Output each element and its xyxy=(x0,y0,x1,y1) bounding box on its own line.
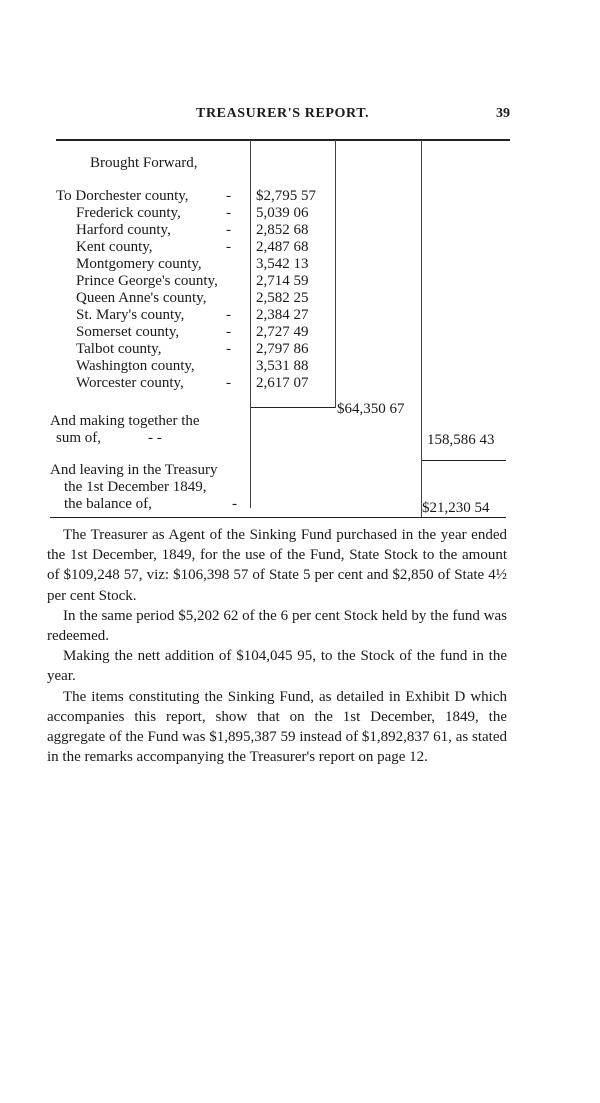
leaving-leader: - xyxy=(232,496,237,512)
page-number: 39 xyxy=(496,106,510,121)
column-divider-2 xyxy=(335,140,336,408)
county-amount: 2,617 07 xyxy=(256,375,309,391)
county-label: Talbot county, xyxy=(76,341,162,357)
county-amount: $2,795 57 xyxy=(256,188,316,204)
together-label-line1: And making together the xyxy=(50,413,200,429)
page-title: TREASURER'S REPORT. xyxy=(196,106,370,121)
leader-dash: - xyxy=(226,205,231,221)
county-label: Washington county, xyxy=(76,358,195,374)
report-text xyxy=(47,525,507,767)
leaving-label-line2: the 1st December 1849, xyxy=(64,479,207,495)
county-label: Montgomery county, xyxy=(76,256,202,272)
leader-dash: - xyxy=(226,239,231,255)
together-leader: - - xyxy=(148,430,162,446)
county-label: Kent county, xyxy=(76,239,153,255)
county-amount: 2,384 27 xyxy=(256,307,309,323)
county-amount: 2,727 49 xyxy=(256,324,309,340)
leader-dash: - xyxy=(226,375,231,391)
county-amount: 2,797 86 xyxy=(256,341,309,357)
paragraph-sinking-fund-purchase: The Treasurer as Agent of the Sinking Fund purchased in the year ended the 1st December, 1849, for the use of the Fund, State Stock to the amount of $109,248 57, viz: $106,398 57 of State 5 per cent and $2,850 of State 4½ per cent Stock. xyxy=(47,527,507,604)
county-amount: 2,714 59 xyxy=(256,273,309,289)
county-label: Frederick county, xyxy=(76,205,181,221)
county-label: St. Mary's county, xyxy=(76,307,185,323)
county-amount: 2,487 68 xyxy=(256,239,309,255)
subtotal-rule xyxy=(251,407,335,408)
county-amount: 3,531 88 xyxy=(256,358,309,374)
leader-dash: - xyxy=(226,341,231,357)
leaving-label-line3: the balance of, xyxy=(64,496,152,512)
county-amount: 2,582 25 xyxy=(256,290,309,306)
balance-amount: $21,230 54 xyxy=(422,500,490,516)
together-label-line2: sum of, xyxy=(56,430,101,446)
top-rule xyxy=(56,139,510,141)
leader-dash: - xyxy=(226,324,231,340)
leader-dash: - xyxy=(226,307,231,323)
county-label: To Dorchester county, xyxy=(56,188,189,204)
bottom-rule xyxy=(50,517,506,518)
column-divider-3 xyxy=(421,140,422,518)
paragraph-redemption: In the same period $5,202 62 of the 6 per cent Stock held by the fund was redeemed. xyxy=(47,607,507,645)
county-label: Queen Anne's county, xyxy=(76,290,207,306)
county-amount: 5,039 06 xyxy=(256,205,309,221)
county-amount: 2,852 68 xyxy=(256,222,309,238)
paragraph-aggregate: The items constituting the Sinking Fund, as detailed in Exhibit D which accompanies this report, show that on the 1st December, 1849, the aggregate of the Fund was $1,895,387 59 instead of $1,892,837 61, as stated in the remarks accompanying the Treasurer's report on page 12. xyxy=(47,688,507,766)
paragraph-nett-addition: Making the nett addition of $104,045 95, to the Stock of the fund in the year. xyxy=(47,648,507,685)
leader-dash: - xyxy=(226,222,231,238)
county-amount: 3,542 13 xyxy=(256,256,309,272)
column-divider-1 xyxy=(250,140,251,508)
ledger-table xyxy=(0,0,600,530)
total-rule xyxy=(422,460,506,461)
brought-forward-label: Brought Forward, xyxy=(90,155,198,171)
county-label: Worcester county, xyxy=(76,375,184,391)
leaving-label-line1: And leaving in the Treasury xyxy=(50,462,218,478)
county-label: Harford county, xyxy=(76,222,171,238)
county-label: Somerset county, xyxy=(76,324,180,340)
county-label: Prince George's county, xyxy=(76,273,218,289)
together-amount: 158,586 43 xyxy=(427,432,495,448)
leader-dash: - xyxy=(226,188,231,204)
subtotal-amount: $64,350 67 xyxy=(337,401,405,417)
